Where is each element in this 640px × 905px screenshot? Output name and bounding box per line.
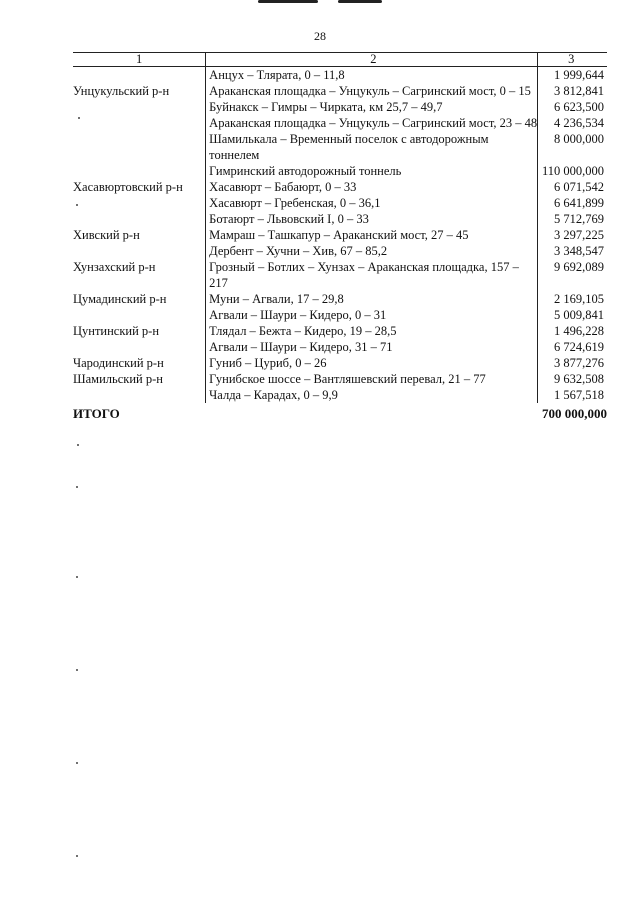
district-cell: Цунтинский р-н bbox=[73, 324, 160, 338]
table-row bbox=[73, 195, 607, 211]
district-cell: Чародинский р-н bbox=[73, 356, 164, 370]
scan-speck bbox=[77, 444, 79, 446]
amount-cell: 8 000,000 bbox=[538, 131, 607, 163]
total-row bbox=[73, 403, 607, 422]
road-cell: Ботаюрт – Львовский I, 0 – 33 bbox=[206, 211, 538, 227]
table-row bbox=[73, 339, 607, 355]
table-row bbox=[73, 115, 607, 131]
amount-cell: 6 071,542 bbox=[538, 179, 607, 195]
total-amount: 700 000,000 bbox=[542, 406, 607, 421]
scan-speck bbox=[76, 762, 78, 764]
road-cell: Буйнакск – Гимры – Чирката, км 25,7 – 49,7 bbox=[206, 99, 538, 115]
amount-cell: 110 000,000 bbox=[538, 163, 607, 179]
district-cell bbox=[73, 387, 206, 403]
amount-cell: 9 692,089 bbox=[538, 259, 607, 291]
district-cell bbox=[73, 163, 206, 179]
table-row bbox=[73, 259, 607, 291]
district-cell bbox=[73, 307, 206, 323]
district-cell: Шамильский р-н bbox=[73, 372, 163, 386]
district-cell: Хасавюртовский р-н bbox=[73, 180, 183, 194]
district-cell: Хивский р-н bbox=[73, 228, 140, 242]
district-cell bbox=[73, 115, 206, 131]
funding-table bbox=[73, 52, 607, 422]
table-body bbox=[73, 67, 607, 423]
table-header-row bbox=[73, 53, 607, 67]
scan-speck bbox=[76, 486, 78, 488]
road-cell: Агвали – Шаури – Кидеро, 31 – 71 bbox=[206, 339, 538, 355]
scan-speck bbox=[76, 204, 78, 206]
road-cell: Грозный – Ботлих – Хунзах – Араканская площадка, 157 – 217 bbox=[206, 259, 538, 291]
column-header-2: 2 bbox=[206, 53, 538, 67]
road-cell: Агвали – Шаури – Кидеро, 0 – 31 bbox=[206, 307, 538, 323]
road-cell: Гунибское шоссе – Вантляшевский перевал, 21 – 77 bbox=[206, 371, 538, 387]
amount-cell: 3 348,547 bbox=[538, 243, 607, 259]
column-header-3: 3 bbox=[538, 53, 607, 67]
road-cell: Шамилькала – Временный поселок с автодорожным тоннелем bbox=[206, 131, 538, 163]
table-row bbox=[73, 323, 607, 339]
table-row bbox=[73, 243, 607, 259]
road-cell: Муни – Агвали, 17 – 29,8 bbox=[206, 291, 538, 307]
table-row bbox=[73, 163, 607, 179]
table-row bbox=[73, 179, 607, 195]
table-row bbox=[73, 131, 607, 163]
amount-cell: 6 724,619 bbox=[538, 339, 607, 355]
district-cell: Унцукульский р-н bbox=[73, 84, 170, 98]
table-row bbox=[73, 387, 607, 403]
scan-artifact-left bbox=[258, 0, 318, 3]
road-cell: Араканская площадка – Унцукуль – Сагринский мост, 23 – 48 bbox=[206, 115, 538, 131]
amount-cell: 4 236,534 bbox=[538, 115, 607, 131]
amount-cell: 9 632,508 bbox=[538, 371, 607, 387]
district-cell bbox=[73, 195, 206, 211]
amount-cell: 6 623,500 bbox=[538, 99, 607, 115]
district-cell: Хунзахский р-н bbox=[73, 260, 156, 274]
road-cell: Хасавюрт – Гребенская, 0 – 36,1 bbox=[206, 195, 538, 211]
scan-speck bbox=[78, 117, 80, 119]
page-number: 28 bbox=[314, 29, 326, 43]
table-row bbox=[73, 67, 607, 84]
amount-cell: 3 297,225 bbox=[538, 227, 607, 243]
road-cell: Дербент – Хучни – Хив, 67 – 85,2 bbox=[206, 243, 538, 259]
road-cell: Чалда – Карадах, 0 – 9,9 bbox=[206, 387, 538, 403]
scan-speck bbox=[76, 576, 78, 578]
road-cell: Анцух – Тлярата, 0 – 11,8 bbox=[206, 67, 538, 84]
road-cell: Гимринский автодорожный тоннель bbox=[206, 163, 538, 179]
amount-cell: 1 999,644 bbox=[538, 67, 607, 84]
table-row bbox=[73, 227, 607, 243]
amount-cell: 5 009,841 bbox=[538, 307, 607, 323]
amount-cell: 1 496,228 bbox=[538, 323, 607, 339]
road-cell: Тлядал – Бежта – Кидеро, 19 – 28,5 bbox=[206, 323, 538, 339]
table-row bbox=[73, 211, 607, 227]
amount-cell: 2 169,105 bbox=[538, 291, 607, 307]
district-cell: Цумадинский р-н bbox=[73, 292, 167, 306]
amount-cell: 5 712,769 bbox=[538, 211, 607, 227]
district-cell bbox=[73, 67, 206, 84]
table-row bbox=[73, 307, 607, 323]
district-cell bbox=[73, 99, 206, 115]
district-cell bbox=[73, 211, 206, 227]
district-cell bbox=[73, 131, 206, 163]
amount-cell: 3 812,841 bbox=[538, 83, 607, 99]
amount-cell: 3 877,276 bbox=[538, 355, 607, 371]
scan-artifact-right bbox=[338, 0, 382, 3]
table-row bbox=[73, 99, 607, 115]
table-row bbox=[73, 355, 607, 371]
amount-cell: 6 641,899 bbox=[538, 195, 607, 211]
total-spacer bbox=[206, 403, 538, 422]
total-label: ИТОГО bbox=[73, 406, 120, 421]
district-cell bbox=[73, 339, 206, 355]
road-cell: Араканская площадка – Унцукуль – Сагринский мост, 0 – 15 bbox=[206, 83, 538, 99]
table-row bbox=[73, 371, 607, 387]
column-header-1: 1 bbox=[73, 53, 206, 67]
road-cell: Мамраш – Ташкапур – Араканский мост, 27 – 45 bbox=[206, 227, 538, 243]
road-cell: Хасавюрт – Бабаюрт, 0 – 33 bbox=[206, 179, 538, 195]
table-row bbox=[73, 291, 607, 307]
scan-speck bbox=[76, 669, 78, 671]
district-cell bbox=[73, 243, 206, 259]
scan-speck bbox=[76, 855, 78, 857]
table-row bbox=[73, 83, 607, 99]
road-cell: Гуниб – Цуриб, 0 – 26 bbox=[206, 355, 538, 371]
amount-cell: 1 567,518 bbox=[538, 387, 607, 403]
